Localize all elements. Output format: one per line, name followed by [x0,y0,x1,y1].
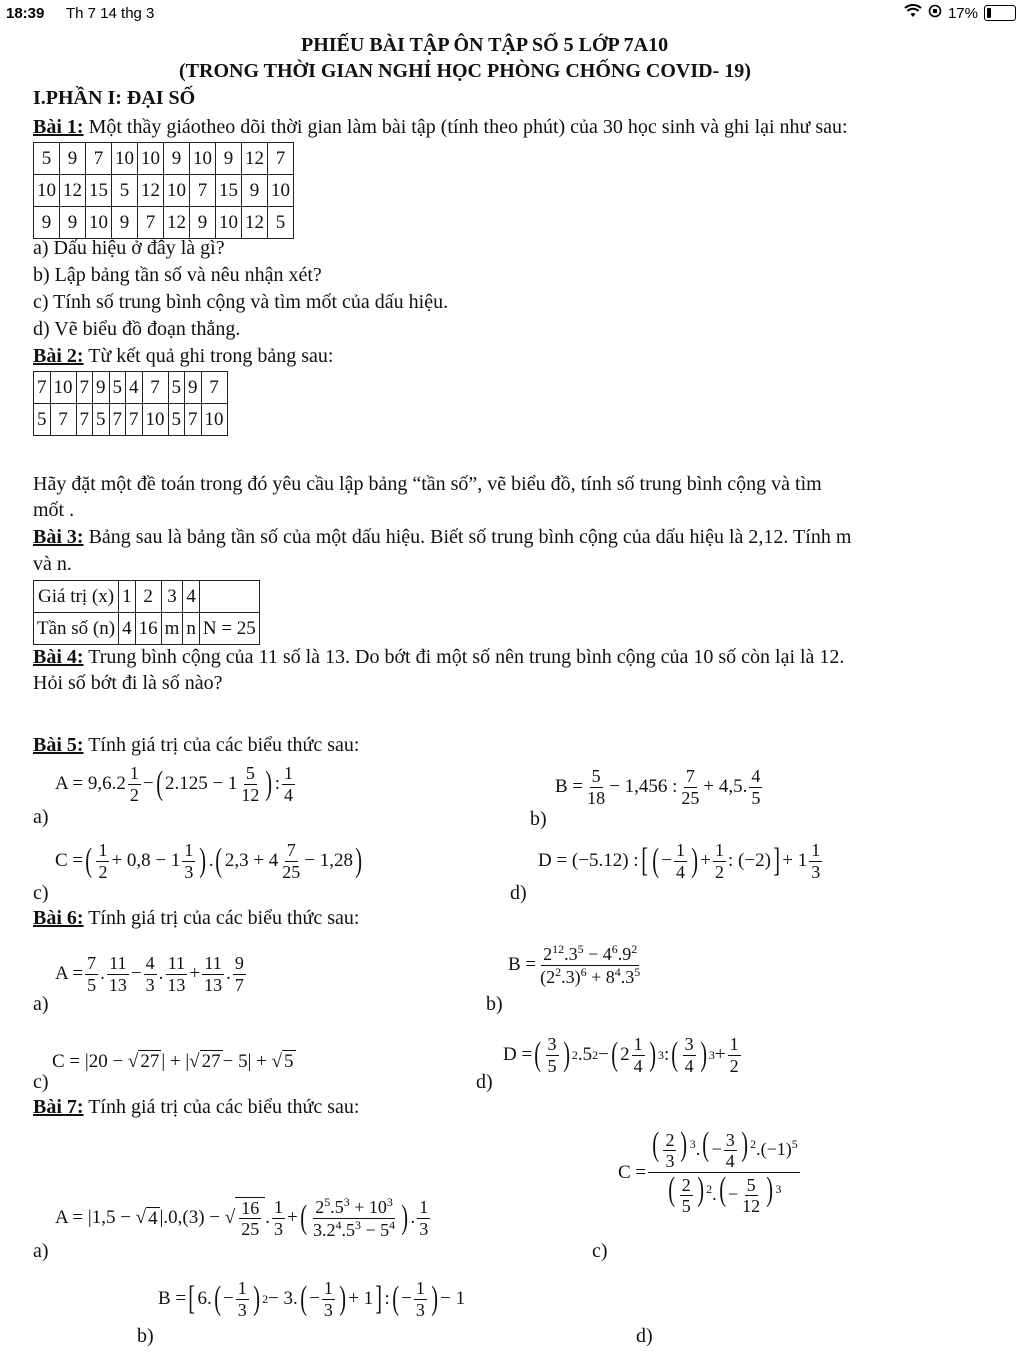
wifi-icon [904,4,922,22]
table-cell: n [183,613,200,645]
page-title: PHIẾU BÀI TẬP ÔN TẬP SỐ 5 LỚP 7A10 [301,34,669,56]
table-cell: 9 [93,372,110,404]
table-cell: 5 [168,372,185,404]
bai2-prompt: Bài 2: Từ kết quả ghi trong bảng sau: [33,345,334,367]
bai1-table [33,142,294,239]
table-cell: 7 [185,404,202,436]
bai5-label-b: b) [530,808,547,830]
table-cell: N = 25 [199,613,259,645]
table-cell: 10 [164,175,190,207]
battery-percent: 17% [947,4,978,22]
bai5-prompt: Bài 5: Tính giá trị của các biểu thức sau: [33,734,360,756]
bai6-label-d: d) [476,1071,493,1093]
bai6-expr-a: A = $\frac{7}{5}$ . $\frac{11}{13}$ − $\frac{4}{3}$ . $\frac{11}{13}$ + $\frac{11}{13}$ . $\frac{9}{7}$ [55,953,244,995]
table-cell: 9 [216,143,242,175]
table-cell: 10 [190,143,216,175]
table-row [34,372,228,404]
section-heading: I.PHẦN I: ĐẠI SỐ [33,87,196,109]
table-cell: 3 [161,581,183,613]
bai5-label-c: c) [33,882,49,904]
date: Th 7 14 thg 3 [66,5,155,22]
table-cell: 9 [60,207,86,239]
bai2-paragraph-end: mốt . [33,499,75,521]
battery-icon [984,5,1016,21]
bai5-expr-b: B = $\frac{5}{18}$ − 1,456 : $\frac{7}{25}$ + 4,5. $\frac{4}{5}$ [555,766,761,808]
clock: 18:39 [6,5,45,22]
bai4-prompt-end: Hỏi số bớt đi là số nào? [33,672,223,694]
bai5-expr-a: A = 9,6.2 $\frac{1}{2}$ − ( 2.125 − 1 $\frac{5}{12}$ ) : $\frac{1}{4}$ [55,763,294,805]
table-cell: 15 [216,175,242,207]
bai6-prompt: Bài 6: Tính giá trị của các biểu thức sau: [33,907,360,929]
table-cell: 7 [50,404,76,436]
table-cell: 10 [216,207,242,239]
bai3-prompt-end: và n. [33,553,72,575]
bai6-expr-d: D = ( $\frac{3}{5}$ ) 2 .5 2 − ( 2 $\frac{1}{4}$ ) 3 : ( $\frac{3}{4}$ ) 3 + $\frac{1}{2}$ [503,1034,739,1076]
page-subtitle: (TRONG THỜI GIAN NGHỈ HỌC PHÒNG CHỐNG COVID- 19) [179,60,751,82]
bai1-prompt: Bài 1: Một thầy giáotheo dõi thời gian làm bài tập (tính theo phút) của 30 học sinh và ghi lại như sau: [33,116,848,138]
table-row [34,581,260,613]
table-cell: 7 [268,143,294,175]
table-row [34,143,294,175]
table-cell: 4 [119,613,136,645]
table-cell: 16 [135,613,161,645]
table-cell: 5 [268,207,294,239]
table-cell: 9 [242,175,268,207]
table-cell: 10 [50,372,76,404]
table-cell: 10 [86,207,112,239]
table-cell: 5 [93,404,110,436]
table-cell: 9 [112,207,138,239]
table-cell: 9 [190,207,216,239]
bai7-label-a: a) [33,1240,49,1262]
table-cell: 10 [268,175,294,207]
table-cell: 9 [164,143,190,175]
table-cell: Giá trị (x) [34,581,119,613]
table-cell [199,581,259,613]
orientation-lock-icon [928,4,942,22]
bai5-expr-c: C = ( $\frac{1}{2}$ + 0,8 − 1 $\frac{1}{3}$ ) . ( 2,3 + 4 $\frac{7}{25}$ − 1,28 ) [55,840,363,882]
table-cell: 9 [34,207,60,239]
table-cell: Tần số (n) [34,613,119,645]
table-cell: 9 [185,372,202,404]
bai2-paragraph: Hãy đặt một đề toán trong đó yêu cầu lập bảng “tần số”, vẽ biểu đồ, tính số trung bình cộng và tìm [33,473,822,495]
bai3-table [33,580,260,645]
table-cell: 10 [201,404,227,436]
bai7-expr-a: A = |1,5 − √ 4 |.0,(3) − √ $\frac{16}{25}$ . $\frac{1}{3}$ + ( $\frac{2^5.5^3 + 10^3}{3.2^4.5^3 - 5^4}$ ) . $\frac{1}{3}$ [55,1195,429,1240]
bai6-label-b: b) [486,993,503,1015]
bai7-label-d: d) [636,1325,653,1347]
bai5-expr-d: D = (−5.12) : [ ( − $\frac{1}{4}$ ) + $\frac{1}{2}$ : (−2) ] + 1 $\frac{1}{3}$ [538,840,821,882]
table-cell: 10 [34,175,60,207]
status-bar [0,0,1024,28]
table-cell: 1 [119,581,136,613]
table-cell: 12 [60,175,86,207]
table-cell: 5 [168,404,185,436]
bai6-expr-c: C = |20 − √ 27 | + |√ 27 − 5| + √ 5 [52,1050,294,1072]
table-cell: 4 [183,581,200,613]
table-cell: 5 [34,404,51,436]
bai6-expr-b: B = $\frac{2^{12}.3^5 - 4^6.9^2}{(2^2.3)^6 + 8^4.3^5}$ [508,942,641,987]
table-cell: m [161,613,183,645]
bai3-prompt: Bài 3: Bảng sau là bảng tần số của một dấu hiệu. Biết số trung bình cộng của dấu hiệu là 2,12. Tính m [33,526,852,548]
table-row [34,175,294,207]
bai5-label-a: a) [33,806,49,828]
table-cell: 5 [112,175,138,207]
table-cell: 15 [86,175,112,207]
table-cell: 9 [60,143,86,175]
table-cell: 12 [242,143,268,175]
table-cell: 7 [109,404,126,436]
table-cell: 7 [76,404,93,436]
table-cell: 2 [135,581,161,613]
bai2-table [33,371,228,436]
table-cell: 7 [190,175,216,207]
table-cell: 7 [126,404,143,436]
table-cell: 5 [109,372,126,404]
table-cell: 10 [138,143,164,175]
bai6-label-a: a) [33,993,49,1015]
bai1-question-c: c) Tính số trung bình cộng và tìm mốt của dấu hiệu. [33,291,449,313]
bai5-label-d: d) [510,882,527,904]
bai7-prompt: Bài 7: Tính giá trị của các biểu thức sau: [33,1096,360,1118]
bai7-label-c: c) [592,1240,608,1262]
table-cell: 4 [126,372,143,404]
bai7-expr-c: C = ( $\frac{2}{3}$ ) $^3$.( − $\frac{3}{4}$ ) $^2.(-1)^5$ ( $\frac{2}{5}$ ) $^2$.( − $\frac{5}{12}$ ) $^3$ [618,1126,798,1217]
table-cell: 7 [76,372,93,404]
table-cell: 12 [242,207,268,239]
table-cell: 5 [34,143,60,175]
table-cell: 7 [34,372,51,404]
bai6-label-c: c) [33,1071,49,1093]
table-cell: 7 [86,143,112,175]
table-cell: 7 [142,372,168,404]
table-cell: 10 [142,404,168,436]
bai7-expr-b: B = [ 6. ( − $\frac{1}{3}$ ) 2 − 3. ( − $\frac{1}{3}$ ) + 1 ] : ( − $\frac{1}{3}$ ) − 1 [158,1278,466,1320]
table-cell: 12 [164,207,190,239]
bai1-question-d: d) Vẽ biểu đồ đoạn thẳng. [33,318,241,340]
table-row [34,207,294,239]
table-cell: 10 [112,143,138,175]
bai7-label-b: b) [137,1325,154,1347]
table-cell: 7 [201,372,227,404]
table-cell: 12 [138,175,164,207]
table-cell: 7 [138,207,164,239]
bai4-prompt: Bài 4: Trung bình cộng của 11 số là 13. Do bớt đi một số nên trung bình cộng của 10 số còn lại là 12. [33,646,845,668]
bai1-question-b: b) Lập bảng tần số và nêu nhận xét? [33,264,322,286]
table-row [34,613,260,645]
bai1-question-a: a) Dấu hiệu ở đây là gì? [33,237,225,259]
table-row [34,404,228,436]
